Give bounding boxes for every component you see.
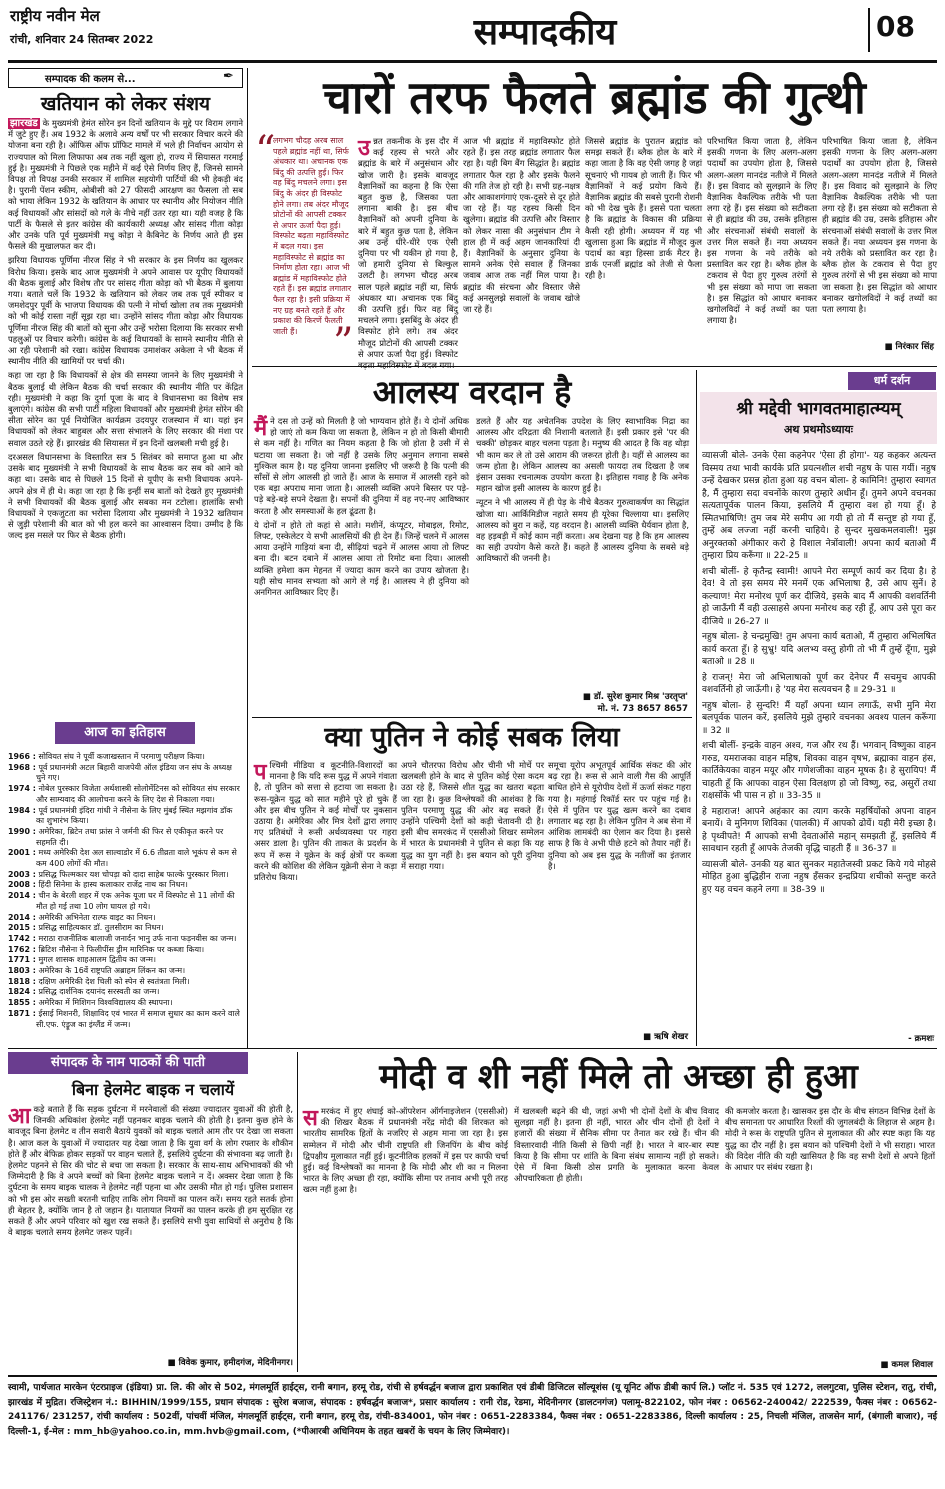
history-text: चीन के बेरली शहर में एक अनेक यूजा घर में विस्फोट से 11 लोगों की मौत हो गई तथा 10 लोग घायल हो गये। xyxy=(36,891,235,911)
footer-rule xyxy=(8,1375,937,1377)
history-text: मुगल शासक शाहआलम द्वितीय का जन्म। xyxy=(38,955,156,965)
quote-open-icon: “ xyxy=(255,128,276,174)
modi-byline: ■ कमल शिवाल xyxy=(880,1360,933,1370)
history-item xyxy=(8,827,243,848)
modi-col-2 xyxy=(514,1106,719,1370)
history-year: 1742 : xyxy=(8,933,36,943)
dharm-para-8: व्यासजी बोले- उनकी यह बात सुनकर महातेजस्वी प्रकट किये गये मोहसे मोहित हुआ बुद्धिहीन राजा नहुष हँसकर इन्द्रप्रिया शचीको सन्तुष्ट करते हुए यह वचन कहने लगा ॥ 38-39 ॥ xyxy=(702,859,936,895)
putin-para-2: अपने चौतरफा विरोध और चीनी भी मोर्चे पर खलबली होने के बाद से पुतिन कोई ऐसा कदम उठा रहे हैं, जिससे शीत युद्ध का खतरा बढ़ता जा रहा है। कुछ विश्लेषकों की आशंका है कि पुतिन परमाणु युद्ध की ओर बढ़ सकते हैं। उन्होंने पश्चिमी देशों को कड़ी चेतावनी दी है। इसी बीच समरकंद में एससीओ शिखर सम्मेलन में भारत के प्रधानमंत्री ने पुतिन से कहा कि यह युद्ध का युग नहीं है। इस बयान को पूरी दुनिया में सराहा गया। xyxy=(401,760,544,871)
history-text: अमेरिका में मिशिगन विश्वविद्यालय की स्थापना। xyxy=(38,998,173,1008)
page-number: 08 xyxy=(876,10,915,43)
laziness-para-2: ये दोनों न होते तो कहां से आते। मशीनें, कंप्यूटर, मोबाइल, रिमोट, लिफ्ट, एस्केलेटर ये सभी आलसियों की ही देन हैं। जिन्हें चलने में आलस आया उन्होंने गाड़ियां बना दी, सीढ़ियां चढ़ने में आलस आया तो लिफ्ट बना दी। बटन दबाने में आलस आया तो रिमोट बना दिया। आलसी व्यक्ति हमेशा कम मेहनत में ज्यादा काम करने का उपाय खोजता है। यही सोच मानव सभ्यता को आगे ले गई है। आलस्य ने ही दुनिया को अनगिनत आविष्कार दिए हैं। xyxy=(254,519,469,598)
history-item xyxy=(8,891,243,912)
main-para-5: परिभाषित किया जाता है, लेकिन इसकी गणना के लिए अलग-अलग पदार्थों का उपयोग होता है, जिससे अलग-अलग मानदंड नतीजे में मिलते हैं। इस विवाद को सुलझाने के लिए वैज्ञानिक वैकल्पिक तरीके भी पता लगा रहे हैं। इस संख्या को सटीकता से ही ब्रह्मांड की उम्र, उसके इतिहास और संरचनाओं संबंधी सवालों के उत्तर मिल सकते हैं। नया अध्ययन इस गणना के नये तरीके को प्रस्तावित कर रहा है। ब्लैक होल के टकराव से पैदा हुए गुरुत्व तरंगों से भी इस संख्या को मापा जा सकता है। इस सिद्धांत को आधार बनाकर खगोलविदों ने कई तथ्यों का पता लगाया है। xyxy=(822,136,937,315)
putin-col-2 xyxy=(401,760,544,1042)
modi-drop-cap: स xyxy=(303,1105,318,1131)
dharm-rule xyxy=(696,370,697,1046)
main-drop-cap: उ xyxy=(358,135,371,161)
history-year: 2008 : xyxy=(8,880,36,890)
history-item xyxy=(8,784,243,805)
quote-box xyxy=(255,128,354,366)
history-year: 1966 : xyxy=(8,752,36,761)
putin-para-3: समूचा यूरोप अभूतपूर्व आर्थिक संकट की ओर बढ़ रहा है। रूस से आने वाली गैस की आपूर्ति बाधित होने से यूरोपीय देशों में ऊर्जा संकट गहरा गया है। महंगाई रिकॉर्ड स्तर पर पहुंच गई है। ऐसे में पुतिन पर युद्ध खत्म करने का दबाव लगातार बढ़ रहा है। लेकिन पुतिन ने अब सेना में आंशिक लामबंदी का ऐलान कर दिया है। इससे साफ है कि वे अभी पीछे हटने को तैयार नहीं हैं। दुनिया को अब इस युद्ध के नतीजों का इंतजार है। xyxy=(548,760,691,871)
dharm-title: श्री मद्देवी भागवतमाहात्म्यम् xyxy=(736,399,901,419)
history-year: 1762 : xyxy=(8,944,36,954)
editorial-body xyxy=(8,118,243,716)
history-item xyxy=(8,806,243,827)
history-item xyxy=(8,966,243,977)
history-text: सोवियत संघ ने पूर्वी कजाखस्तान में परमाणु परीक्षण किया। xyxy=(38,752,205,761)
masthead xyxy=(0,0,945,62)
history-item xyxy=(8,987,243,998)
letters-text: आकड़े बताते हैं कि सड़क दुर्घटना में मरनेवालों की संख्या ज्यादातर युवाओं की होती है, जिनकी अधिकांश हेलमेट नहीं पहनकर बाइक चलाने की होती है। इतना कुछ होने के बावजूद बिना हेलमेट व तीन सवारी बैठाये युवकों को बाइक चलाते आम तौर पर देखा जा सकता है। आज कल के युवाओं में ज्यादातर यह देखा जाता है कि युवा वर्ग के लोग रफ्तार के शौकीन होते हैं और बेफिक्र होकर सड़कों पर वाहन चलाते हैं, इसलिये दुर्घटना की संभावना बढ़ जाती है। हेलमेट पहनने से सिर की चोट से बचा जा सकता है। सरकार के साथ-साथ अभिभावकों की भी जिम्मेदारी है कि वे अपने बच्चों को बिना हेलमेट बाइक चलाने न दें। अक्सर देखा जाता है कि दुर्घटना के समय बाइक चालक ने हेलमेट नहीं पहना था और उसकी मौत हो गई। पुलिस प्रशासन को भी इस ओर सख्ती बरतनी चाहिए ताकि लोग नियमों का पालन करें। समय रहते सतर्क होना ही बेहतर है, क्योंकि जान है तो जहान है। यातायात नियमों का पालन करके ही हम सुरक्षित रह सकते हैं और अपने परिवार को खुश रख सकते हैं। इसलिये सभी युवा साथियों से अनुरोध है कि वे बाइक चलाते समय हेलमेट जरूर पहनें। xyxy=(8,1103,293,1238)
history-text: पूर्व प्रधानमंत्री इंदिरा गांधी ने नीसेना के लिए मुंबई स्थित मझगांव डॉक का शुभारंभ किया। xyxy=(36,805,233,826)
modi-col-1 xyxy=(303,1106,508,1370)
history-year: 1871 : xyxy=(8,1008,36,1018)
history-text: दक्षिण अमेरिकी देश चिली को स्पेन से स्वतंत्रता मिली। xyxy=(38,976,190,986)
history-year: 2003 : xyxy=(8,869,36,879)
putin-col-1 xyxy=(254,760,397,1042)
modi-para-1: समरकंद में हुए शंघाई को-ऑपरेशन ऑर्गनाइजेशन (एससीओ) की शिखर बैठक में प्रधानमंत्री नरेंद्र मोदी की शिरकत को भारतीय सामरिक हितों के नजरिए से अहम माना जा रहा है। इस सम्मेलन में मोदी और चीनी राष्ट्रपति शी जिनपिंग के बीच कोई द्विपक्षीय मुलाकात नहीं हुई। कूटनीतिक हलकों में इस पर काफी चर्चा हुई। कई विश्लेषकों का मानना है कि मोदी और शी का न मिलना भारत के लिए अच्छा ही रहा, क्योंकि सीमा पर तनाव अभी पूरी तरह खत्म नहीं हुआ है। xyxy=(303,1105,508,1195)
laziness-para-4: न्यूटन ने भी आलस्य में ही पेड़ के नीचे बैठकर गुरुत्वाकर्षण का सिद्धांत खोजा था। आर्किमिडीज नहाते समय ही यूरेका चिल्लाया था। इसलिए आलस्य को बुरा न कहें, यह वरदान है। आलसी व्यक्ति धैर्यवान होता है, वह हड़बड़ी में कोई काम नहीं करता। अब देखना यह है कि हम आलस्य का सही उपयोग कैसे करते हैं। कहते हैं आलस्य दुनिया के सबसे बड़े आविष्कारों की जननी है। xyxy=(476,497,689,564)
main-col-4 xyxy=(707,136,817,358)
laziness-rule xyxy=(252,717,692,718)
main-col-2 xyxy=(463,136,580,364)
history-text: ब्रिटिश नौसेना ने फिलीपींस ड्रीम मारिनिक पर कब्जा किया। xyxy=(38,944,205,954)
letters-rule xyxy=(297,1052,298,1372)
history-title: आज का इतिहास xyxy=(55,722,195,744)
dharm-subtitle: अथ प्रथमोऽध्यायः xyxy=(783,423,854,436)
editorial-title: खतियान को लेकर संशय xyxy=(40,93,211,115)
history-year: 1974 : xyxy=(8,784,36,794)
history-text: ईसाई मिशनरी, शिक्षाविद एवं भारत में समाज सुधार का काम करने वाले सी.एफ. एंड्रूज का इंग्लैंड में जन्म। xyxy=(36,1008,240,1029)
quote-close-icon: ” xyxy=(333,320,354,366)
letters-band: संपादक के नाम पाठकों की पाती xyxy=(8,1052,248,1074)
history-year: 2015 : xyxy=(8,923,36,933)
editorial-lead: झारखंड xyxy=(10,118,38,129)
history-item xyxy=(8,752,243,763)
modi-para-2: में खलबली बढ़ने की थी, जहां अभी भी दोनों देशों के बीच विवाद सुलझा नहीं है। इतना ही नहीं, भारत और चीन दोनों ही देशों ने हजारों की संख्या में सैनिक सीमा पर तैनात कर रखे हैं। चीन की विस्तारवादी नीति किसी से छिपी नहीं है। भारत ने बार-बार स्पष्ट किया है कि सीमा पर शांति के बिना संबंध सामान्य नहीं हो सकते। ऐसे में बिना किसी ठोस प्रगति के मुलाकात करना केवल औपचारिकता ही होती। xyxy=(514,1106,719,1184)
history-item xyxy=(8,848,243,869)
history-year: 1818 : xyxy=(8,976,36,986)
putin-drop-cap: प xyxy=(254,759,267,785)
modi-headline: मोदी व शी नहीं मिले तो अच्छा ही हुआ xyxy=(379,1057,858,1097)
main-col-5 xyxy=(822,136,937,334)
letters-signature: ■ विवेक कुमार, हमीदगंज, मेदिनीनगर। xyxy=(167,1358,293,1368)
dharm-para-3: नहुष बोला- हे चन्द्रमुखि! तुम अपना कार्य बताओ, मैं तुम्हारा अभिलषित कार्य करता हूँ। हे सुभ्रु! यदि अलभ्य वस्तु होगी तो भी मैं तुम्हें दूँगा, मुझे बताओ ॥ 28 ॥ xyxy=(702,632,936,667)
history-text: अमेरिका, ब्रिटेन तथा फ्रांस ने जर्मनी की फिर से एकीकृत करने पर सहमति दी। xyxy=(36,826,224,847)
history-item xyxy=(8,763,243,784)
history-text: प्रसिद्ध फिल्मकार यश चोपड़ा को दादा साहेब फाल्के पुरस्कार मिला। xyxy=(38,869,229,879)
paper-name: राष्ट्रीय नवीन मेल xyxy=(10,7,100,25)
putin-para-1: पश्चिमी मीडिया व कूटनीति-विशारदों का मानना है कि यदि रूस युद्ध में अपने गंवाता है, तो पुतिन को सत्ता से हटाया जा सकता है। रूस-यूक्रेन युद्ध को सात महीने पूरे हो चुके हैं और इस बीच पुतिन ने कई मोर्चों पर नुकसान उठाया है। अमेरिका और मित्र देशों द्वारा लगाए गए प्रतिबंधों ने रूसी अर्थव्यवस्था पर गहरा असर डाला है। पुतिन की ताकत के प्रदर्शन के रूप में रूस ने यूक्रेन के कई क्षेत्रों पर कब्जा करने की कोशिश की लेकिन यूक्रेनी सेना ने कड़ा प्रतिरोध किया। xyxy=(254,759,397,883)
history-year: 1824 : xyxy=(8,987,36,997)
main-headline: चारों तरफ फैलते ब्रह्मांड की गुत्थी xyxy=(323,71,866,124)
history-item xyxy=(8,923,243,934)
main-rule xyxy=(252,366,937,367)
dateline: रांची, शनिवार 24 सितम्बर 2022 xyxy=(10,33,154,46)
history-year: 1771 : xyxy=(8,955,36,965)
history-item xyxy=(8,998,243,1009)
history-year: 2014 : xyxy=(8,891,36,901)
laziness-headline: आलस्य वरदान है xyxy=(372,373,572,411)
main-byline: ■ निरंकार सिंह xyxy=(884,342,934,352)
history-year: 2001 : xyxy=(8,848,36,858)
history-text: मध्य अमेरिकी देश अल साल्वाडोर में 6.6 तीव्रता वाले भूकंप से कम से कम 400 लोगों की मौत। xyxy=(36,848,237,869)
putin-col-3 xyxy=(548,760,691,1028)
dharm-para-7: हे महाराज! आपने अहंकार का त्याग करके महर्षियोंको अपना वाहन बनायें। वे मुनिगण शिविका (पालकी) में आपको ढोयें। यही मेरी इच्छा है। हे पृथ्वीपते! मैं आपको सभी देवताओंसे महान् समझती हूँ, इसलिये मैं सावधान रहती हूँ आपके तेजकी वृद्धि चाहती हैं ॥ 36-37 ॥ xyxy=(702,806,936,854)
dharm-para-4: हे राजन्! मेरा जो अभिलाषाको पूर्ण कर देनेपर मैं सचमुच आपकी वशवर्तिनी हो जाऊँगी। हे 'यह मेरा सत्यवचन है ॥ 29-31 ॥ xyxy=(702,672,936,695)
pen-icon: ✒ xyxy=(223,69,234,84)
editorial-para-4: दरअसल विधानसभा के विस्तारित सत्र 5 सितंबर को समाप्त हुआ था और उसके बाद मुख्यमंत्री ने सभी विधायकों के साथ बैठक कर सब को आने को कहा था। उसके बाद से पिछले 15 दिनों से यूपीए के सभी विधायक अपने-अपने क्षेत्र में ही थे। कहा जा रहा है कि इन्हीं सब बातों को देखते हुए मुख्यमंत्री ने सभी विधायकों की बैठक बुलाई और सबका मन टटोला। हालांकि सभी विधायकों ने एकजुटता का भरोसा दिलाया और मुख्यमंत्री ने 1932 खतियान से जुड़ी परेशानी की बात को भी हल करने का आश्वासन दिया। उम्मीद है कि जल्द इस मसले पर फिर से बैठक होगी। xyxy=(8,451,243,541)
main-col-3 xyxy=(585,136,702,364)
history-text: पूर्व प्रधानमंत्री अटल बिहारी वाजपेयी ऑल इंडिया जन संघ के अध्यक्ष चुने गए। xyxy=(36,762,232,783)
history-item xyxy=(8,955,243,966)
dharm-label: धर्म दर्शन xyxy=(848,372,936,390)
page-divider xyxy=(868,8,870,52)
pen-label: सम्पादक की कलम से... xyxy=(45,74,136,85)
dharm-title-band xyxy=(700,392,937,444)
editorial-para-3: कहा जा रहा है कि विधायकों से क्षेत्र की समस्या जानने के लिए मुख्यमंत्री ने बैठक बुलाई थी लेकिन बैठक की चर्चा सरकार की स्थानीय नीति पर केंद्रित रही। मुख्यमंत्री ने कहा कि दुर्गा पूजा के बाद वे विधानसभा का विशेष सत्र बुलाएंगे। कांग्रेस की सभी पार्टी महिला विधायकों और मुख्यमंत्री हेमंत सोरेन की सीता सोरेन का पूर्व नियोजित कार्यक्रम उदयपुर राजस्थान में था। यहां इन विधायकों को लेकर बाहुबल और सत्ता संभालने के लिए सरकार की मंशा पर सवाल उठते रहे हैं। झारखंड की सियासत में इन दिनों खलबली मची हुई है। xyxy=(8,370,243,448)
dharm-cont: - क्रमशः xyxy=(908,1034,934,1044)
laziness-para-3: डलते हैं और यह अचेतनिक उपदेश के लिए स्वाभाविक निद्रा का आलस्य और दरिद्रता की निशानी बतलाते हैं। इसी प्रकार इसे 'पर की चक्की' छोड़कर बाहर चलना पड़ता है। मनुष्य की आदत है कि वह थोड़ा भी काम कर ले तो उसे आराम की जरूरत होती है। यहीं से आलस्य का जन्म होता है। लेकिन आलस्य का असली फायदा तब दिखता है जब इंसान उसका रचनात्मक उपयोग करता है। इतिहास गवाह है कि अनेक महान खोज इसी आलस्य के कारण हुई है। xyxy=(476,416,689,494)
history-text: प्रसिद्ध साहित्यकार डॉ. तुलसीराम का निधन। xyxy=(38,923,164,933)
dharm-para-2: शची बोलीं- हे कृतैन्द्र स्वामी! आपने मेरा सम्पूर्ण कार्य कर दिया है। हे देव! वे तो इस समय मेरे मनमें एक अभिलाषा है, उसे आप सुनें। हे कल्याण! मेरा मनोरथ पूर्ण कर दीजिये, इसके बाद मैं आपकी वशवर्तिनी हो जाऊँगी मैं वही उत्साहसे अपना मनोरथ कह रही हूँ, आप उसे पूरा कर दीजिये ॥ 26-27 ॥ xyxy=(702,566,936,627)
history-text: अमेरिका के 16वें राष्ट्रपति अब्राहम लिंकन का जन्म। xyxy=(38,966,186,976)
history-item xyxy=(8,977,243,988)
history-text: हिंदी सिनेमा के हास्य कलाकार राजेंद्र नाथ का निधन। xyxy=(38,880,188,890)
laziness-col-2 xyxy=(476,416,689,688)
main-para-2: आज भी ब्रह्मांड में महाविस्फोट होते रहते हैं। इस तरह ब्रह्मांड लगातार फैल रहा है। यही बिग बैंग सिद्धांत है। ब्रह्मांड लगातार फैल रहा है और इसके फैलने की गति तेज हो रही है। सभी ग्रह-नक्षत्र और आकाशगंगाएं एक-दूसरे से दूर होते जा रहे हैं। यह रहस्य किसी दिन खुलेगा। ब्रह्मांड की उत्पत्ति और विस्तार को लेकर नासा की अनुसंधान टीम ने हाल ही में कई अहम जानकारियां दी हैं। वैज्ञानिकों के अनुसार दुनिया के सामने अनेक ऐसे सवाल हैं जिनका जवाब आज तक नहीं मिल पाया है। ब्रह्मांड की संरचना और विस्तार जैसे कई अनसुलझे सवालों के जवाब खोजे जा रहे हैं। xyxy=(463,136,580,315)
history-year: 1855 : xyxy=(8,998,36,1008)
modi-para-3: की कमजोर करता है। खासकर इस दौर के बीच संगठन विभिन्न देशों के बीच समानता पर आधारित रिश्तों की जुगलबंदी के लिहाज से अहम है। मोदी ने रूस के राष्ट्रपति पुतिन से मुलाकात की और स्पष्ट कहा कि यह युद्ध का दौर नहीं है। इस बयान को पश्चिमी देशों ने भी सराहा। भारत की विदेश नीति की यही खासियत है कि वह सभी देशों से अपने हितों के आधार पर संबंध रखता है। xyxy=(725,1106,935,1173)
history-item xyxy=(8,880,243,891)
laziness-phone: मो. नं. 73 8657 8657 xyxy=(597,704,688,714)
dharm-para-1: व्यासजी बोले- उनके ऐसा कहनेपर 'ऐसा ही होगा'- यह कहकर अत्यन्त विस्मय तथा भावी कार्यके प्रति प्रयत्नशील शची नहुष के पास गयीं। नहुष उन्हें देखकर प्रसन्न होता हुआ यह वचन बोला- हे कामिनि! तुम्हारा स्वागत है, मैं तुम्हारा सदा वचनोंके कारण तुम्हारे अधीन हूँ। तुमने अपने वचनका सत्यतापूर्वक पालन किया, इसलिये मैं तुम्हारा वश हो गया हूँ। हे स्मितभाषिणि! तुम जब मेरे समीप आ गयी हो तो मैं सन्तुष्ट हो गया हूँ, तुम्हें अब लज्जा नहीं करनी चाहिये। हे सुन्दर मुखकमलवाली! मुझ अनुरक्तको अंगीकार करो हे विशाल नेत्रोंवाली! अपना कार्य बताओ मैं तुम्हारा प्रिय करूँगा ॥ 22-25 ॥ xyxy=(702,451,936,561)
laziness-col-1 xyxy=(254,416,469,712)
lower-rule xyxy=(8,1048,937,1049)
history-year: 1803 : xyxy=(8,966,36,976)
laziness-para-1: मैंने दस तो उन्हें को मिलती है जो भाग्यवान होते हैं। ये दोनों अधिक हो जाएं तो कम किया जा सकता है, लेकिन न हो तो किसी बीमारी से कम नहीं है। गणित का नियम कहता है कि जो होता है उसी में से घटाया जा सकता है। जो नहीं है उसके लिए अनुमान लगाना सबसे मुश्किल काम है। यह दुनिया जानना इसलिए भी जरूरी है कि पत्नी की साँसों से लोग आलसी हो जाते हैं। आज के समाज में आलसी रहने को एक बड़ा अपराध माना जाता है। आलसी व्यक्ति अपने बिस्तर पर पड़े-पड़े बड़े-बड़े सपने देखता है। सपनों की दुनिया में वह नए-नए आविष्कार करता है और समस्याओं के हल ढूंढता है। xyxy=(254,415,469,516)
laziness-byline: ■ डॉ. सुरेश कुमार मिश्र 'उरतृप्त' xyxy=(582,692,688,702)
dharm-para-6: शची बोलीं- इन्द्रके वाहन अश्व, गज और रथ हैं। भगवान् विष्णुका वाहन गरुड, यमराजका वाहन महिष, शिवका वाहन वृषभ, ब्रह्माका वाहन हंस, कार्तिकेयका वाहन मयूर और गणेशजीका वाहन मूषक है। हे सुरायिप! मैं चाहती हूँ कि आपका वाहन ऐसा विलक्षण हो जो विष्णु, रुद्र, असुरों तथा राक्षसोंके भी पास न हो ॥ 33-35 ॥ xyxy=(702,741,936,801)
history-text: अमेरिकी अभिनेता राल्फ वाइट का निधन। xyxy=(38,912,156,922)
editorial-para-2: झरिया विधायक पूर्णिमा नीरज सिंह ने भी सरकार के इस निर्णय का खुलकर विरोध किया। इसके बाद आज मुख्यमंत्री ने अपने आवास पर यूपीए विधायकों की बैठक बुलाई और विशेष तौर पर सांसद गीता कोड़ा को भी बैठक में बुलाया गया। बताते चलें कि 1932 के खतियान को लेकर जब तक पूर्व स्पीकर व जमशेदपुर पूर्वी के भाजपा विधायक की पत्नी ने मोर्चा खोला तब तक मुख्यमंत्री को भी कोई रास्ता नहीं सूझ रहा था। उन्होंने सांसद गीता कोड़ा और विधायक पूर्णिमा नीरज सिंह की बातों को सुना और उन्हें भरोसा दिलाया कि सरकार सभी पहलुओं पर विचार करेगी। कांग्रेस के कई विधायकों के सामने स्थानीय नीति से आ रही परेशानी को रखा। कांग्रेस विधायक उमाशंकर अकेला ने भी बैठक में स्थानीय नीति की खामियों पर चर्चा की। xyxy=(8,255,243,367)
history-text: मराठा राजनीतिक बालाजी जनार्दन भानु उर्फ नाना फड़नवीस का जन्म। xyxy=(38,933,237,943)
history-item xyxy=(8,1009,243,1030)
letters-title: बिना हेलमेट बाइक न चलायें xyxy=(71,1080,235,1099)
history-year: 1968 : xyxy=(8,762,36,772)
history-year: 2014 : xyxy=(8,912,36,922)
main-para-1: उन्नत तकनीक के इस दौर में कई रहस्य से भरते और ब्रह्मांड के बारे में अनुसंधान और खोज जारी है। इसके बावजूद वैज्ञानिकों का कहना है कि ऐसा बहुत कुछ है, जिसका पता लगाना बाकी है। इस बीच वैज्ञानिकों को अपनी दुनिया के बारे में बहुत कुछ पता है, लेकिन अब उन्हें धीरे-धीरे एक ऐसी दुनिया पर भी यकीन हो गया है, जो हमारी दुनिया से बिल्कुल उलटी है। लगभग चौदह अरब साल पहले ब्रह्मांड नहीं था, सिर्फ अंधकार था। अचानक एक बिंदु की उत्पत्ति हुई। फिर वह बिंदु मचलने लगा। इसबिंदु के अंदर ही विस्फोट होने लगे। तब अंदर मौजूद प्रोटोनों की आपसी टक्कर से अपार ऊर्जा पैदा हुई। विस्फोट xyxy=(358,135,458,359)
main-para-3: जिससे ब्रह्मांड के पुरातन ब्रह्मांड को समझ सकते हैं। ब्लैक होल के बारे में कहा जाता है कि वह ऐसी जगह है जहां सूचनाएं भी गायब हो जाती हैं। फिर भी वैज्ञानिकों ने कई प्रयोग किये हैं। वैज्ञानिक ब्रह्मांड की सबसे पुरानी रोशनी को भी देख चुके हैं। इससे पता चलता है कि ब्रह्मांड के विकास की प्रक्रिया कैसी रही होगी। अध्ययन में यह भी खुलासा हुआ कि ब्रह्मांड में मौजूद कुल पदार्थ का बड़ा हिस्सा डार्क मैटर है। डार्क एनर्जी ब्रह्मांड को तेजी से फैला रही है। xyxy=(585,136,702,281)
history-item xyxy=(8,934,243,945)
history-item xyxy=(8,870,243,881)
section-title: सम्पादकीय xyxy=(473,11,617,53)
history-year: 1984 : xyxy=(8,805,36,815)
letters-body xyxy=(8,1104,293,1352)
quote-text: लगभग चौदह अरब साल पहले ब्रह्मांड नहीं था, सिर्फ अंधकार था। अचानक एक बिंदु की उत्पत्ति हुई। फिर वह बिंदु मचलने लगा। इस बिंदु के अंदर ही विस्फोट होने लगा। तब अंदर मौजूद प्रोटोनों की आपसी टक्कर से अपार ऊर्जा पैदा हुई। विस्फोट बढ़ता महाविस्फोट में बदल गया। इस महाविस्फोट से ब्रह्मांड का निर्माण होता रहा। आज भी ब्रह्मांड में महाविस्फोट होते रहते हैं। इस ब्रह्मांड लगातार फैल रहा है। इसी प्रक्रिया में नए ग्रह बनते रहते हैं और प्रकाश की किरणें फैलती जाती हैं। xyxy=(273,136,352,336)
modi-col-3 xyxy=(725,1106,935,1354)
main-para-4: परिभाषित किया जाता है, लेकिन इसकी गणना के लिए अलग-अलग पदार्थों का उपयोग होता है, जिससे अलग-अलग मानदंड नतीजे में मिलते हैं। इस विवाद को सुलझाने के लिए वैज्ञानिक वैकल्पिक तरीके भी पता लगा रहे हैं। इस संख्या को सटीकता से ही ब्रह्मांड की उम्र, उसके इतिहास और संरचनाओं संबंधी सवालों के उत्तर मिल सकते हैं। नया अध्ययन इस गणना के नये तरीके को प्रस्तावित कर रहा है। ब्लैक होल के टकराव से पैदा हुए गुरुत्व तरंगों से भी इस संख्या को मापा जा सकता है। इस सिद्धांत को आधार बनाकर खगोलविदों ने कई तथ्यों का पता लगाया है। xyxy=(707,136,817,326)
pen-label-box xyxy=(8,68,243,88)
putin-byline: ■ ऋषि शेखर xyxy=(642,1032,688,1042)
footer-imprint: स्वामी, पार्थजात मारकेन एंटरप्राइज (इंडिया) प्रा. लि. की ओर से 502, मंगलमूर्ति हाईट्स, रानी बगान, हरमू रोड, रांची से हर्षवर्द्धन बजाज द्वारा प्रकाशित एवं डीबी डिजिटल सॉल्यूशंस (यू यूनिट ऑफ डीबी कार्प लि.) प्लॉट नं. 535 एवं 1272, ललगुटवा, पुलिस स्टेशन, रातु, रांची, झारखंड में मुद्रित। रजिस्ट्रेशन नं.: BIHHIN/1999/155, प्रधान संपादक : सुरेश बजाज, संपादक : हर्षवर्द्धन बजाज*, प्रसार कार्यालय : रानी रोड, रेडमा, मेदिनीनगर (डालटनगंज) पलामू-822102, फोन नंबर : 06562-240042/ 222539, फैक्स नंबर : 06562-241176/ 231257, रांची कार्यालय : 502वीं, पांचवीं मंजिल, मंगलमूर्ति हाईट्स, रानी बगान, हरमू रोड, रांची-834001, फोन नंबर : 0651-2283384, फैक्स नंबर : 0651-2283386, दिल्ली कार्यालय : 25, निचली मंजिल, ताजसेन मार्ग, (बंगाली बाजार), नई दिल्ली-1, ई-मेल : mm_hb@yahoo.co.in, mm.hvb@gmail.com, (*पीआरबी अधिनियम के तहत खबरों के चयन के लिए जिम्मेवार)। xyxy=(8,1383,937,1437)
history-item xyxy=(8,913,243,924)
editorial-para-1: झारखंड के मुख्यमंत्री हेमंत सोरेन इन दिनों खतियान के मुद्दे पर विराम लगाने में जुटे हुए हैं। अब 1932 के अलावे अन्य वर्षों पर भी सरकार विचार करने की योजना बना रही है। ऑफिस ऑफ प्रॉफिट मामले में भले ही निर्वाचन आयोग से राज्यपाल को मिला लिफाफा अब तक नहीं खुला हो, राज्य में सियासत गरमाई हुई है। मुख्यमंत्री ने पिछले एक महीने में कई ऐसे निर्णय लिए हैं, जिनसे सामने विपक्ष तो विपक्ष उनकी सरकार में शामिल सहयोगी पार्टियों की भी हेकड़ी बंद है। पुरानी पेंशन स्कीम, ओबीसी को 27 फीसदी आरक्षण का फैसला तो सब को भाया लेकिन 1932 के खतियान के आधार पर स्थानीय और नियोजन नीति कई विधायकों और सांसदों को गले के नीचे नहीं उतर रहा था। यही वजह है कि पार्टी के फैसले से इतर कांग्रेस की कार्यकारी अध्यक्ष और सांसद गीता कोड़ा और उनके पति पूर्व मुख्यमंत्री मधु कोड़ा ने कैबिनेट के निर्णय आते ही इस फैसले की मुखालफत कर दी। xyxy=(8,118,243,252)
column-rule xyxy=(247,68,248,1048)
laziness-drop-cap: मैं xyxy=(254,415,268,441)
putin-headline: क्या पुतिन ने कोई सबक लिया xyxy=(324,722,620,753)
masthead-rule xyxy=(8,60,937,63)
history-text: प्रसिद्ध दार्शनिक दयानंद सरस्वती का जन्म। xyxy=(38,987,160,997)
history-year: 1990 : xyxy=(8,826,36,836)
letters-drop-cap: आ xyxy=(8,1103,31,1129)
history-list xyxy=(8,752,243,1042)
dharm-body xyxy=(702,450,936,1028)
history-item xyxy=(8,945,243,956)
history-text: नोबेल पुरस्कार विजेता अर्थशास्त्री सोलोमेंटिनस को सोवियत संघ सरकार और साम्यवाद की आलोचना करने के लिए देश से निकाला गया। xyxy=(36,784,240,804)
dharm-para-5: नहुष बोला- हे सुन्दरि! मैं यहाँ अपना ध्यान लगाऊँ, सभी मुनि मेरा बलपूर्वक पालन करें, इसलिये मुझे तुम्हारे वचनका अवश्य पालन करूँगा ॥ 32 ॥ xyxy=(702,700,936,736)
main-col-1 xyxy=(358,136,458,364)
